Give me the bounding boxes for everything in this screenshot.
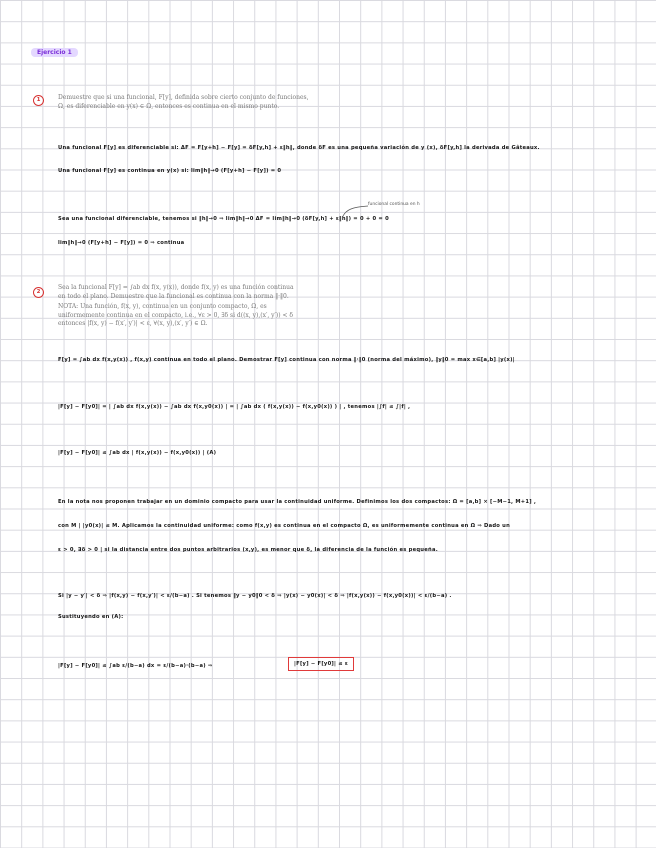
problem-2-statement: Sea la funcional F[y] = ∫ab dx f(x, y(x)), donde f(x, y) es una función continua en todo el plano. Demuestre que la funcional es continua con la norma ‖·‖0. bbox=[58, 284, 294, 300]
problem-2-line-2: |F[y] − F[y0]| = | ∫ab dx f(x,y(x)) − ∫ab dx f(x,y0(x)) | = | ∫ab dx ( f(x,y(x)) − f(x,y0(x)) ) | , tenemos |∫f| ≤ ∫|f| , bbox=[58, 404, 411, 410]
problem-2-line-8: Sustituyendo en (A): bbox=[58, 614, 124, 620]
problem-1-statement: Demuestre que si una funcional, F[y], definida sobre cierto conjunto de funciones, Ω, es diferenciable en y(x) ∈ Ω, entonces es continua en el mismo punto. bbox=[58, 94, 309, 110]
final-result-box: |F[y] − F[y0]| ≤ ε bbox=[288, 657, 354, 671]
problem-2-line-5: con M | |y0(x)| ≤ M. Aplicamos la continuidad uniforme: como f(x,y) es continua en el compacto Ω, es uniformemente continua en Ω ⇒ Dado un bbox=[58, 523, 511, 529]
problem-1-line-4: lim‖h‖→0 (F[y+h] − F[y]) = 0 ⇒ continua bbox=[58, 240, 185, 246]
problem-1-line-3: Sea una funcional diferenciable, tenemos si ‖h‖→0 ⇒ lim‖h‖→0 ΔF = lim‖h‖→0 (δF[y,h] + ε‖h‖) = 0 + 0 = 0 bbox=[58, 216, 389, 222]
problem-2-line-9: |F[y] − F[y0]| ≤ ∫ab ε/(b−a) dx = ε/(b−a)·(b−a) ⇒ bbox=[58, 663, 213, 669]
problem-2-note: NOTA: Una función, f(x, y), continua en un conjunto compacto, Ω, es uniformemente continua en el compacto, i.e., ∀ε > 0, ∃δ si d((x, y),(x′, y′)) < δ entonces |f(x, y) − f(x′, y′)| < ε, ∀(x, y),(x′, y′) ∈ Ω. bbox=[58, 303, 294, 328]
problem-1-line-2: Una funcional F[y] es continua en y(x) si: lim‖h‖→0 (F[y+h] − F[y]) = 0 bbox=[58, 168, 282, 174]
problem-2-line-1: F[y] = ∫ab dx f(x,y(x)) , f(x,y) continua en todo el plano. Demostrar F[y] continua con norma ‖·‖0 (norma del máximo), ‖y‖0 = max x∈[a,b] |y(x)| bbox=[58, 357, 515, 363]
page-title: Ejercicio 1 bbox=[31, 48, 78, 57]
problem-2-line-3: |F[y] − F[y0]| ≤ ∫ab dx | f(x,y(x)) − f(x,y0(x)) | (A) bbox=[58, 450, 217, 456]
problem-2-number-badge: 2 bbox=[33, 287, 44, 298]
problem-1-annotation: funcional continua en h bbox=[368, 202, 420, 207]
problem-2-line-4: En la nota nos proponen trabajar en un dominio compacto para usar la continuidad uniforme. Definimos los dos compactos: Ω = [a,b] × [−M−1, M+1] , bbox=[58, 499, 537, 505]
problem-2-line-7: Si |y − y′| < δ ⇒ |f(x,y) − f(x,y′)| < ε/(b−a) . Si tenemos ‖y − y0‖0 < δ ⇒ |y(x) − y0(x)| < δ ⇒ |f(x,y(x)) − f(x,y0(x))| < ε/(b−a) . bbox=[58, 593, 452, 599]
problem-1-number-badge: 1 bbox=[33, 95, 44, 106]
problem-2-line-6: ε > 0, ∃δ > 0 | si la distancia entre dos puntos arbitrarios (x,y), es menor que δ, la diferencia de la función es pequeña. bbox=[58, 547, 438, 553]
problem-1-line-1: Una funcional F[y] es diferenciable si: ΔF = F[y+h] − F[y] = δF[y,h] + ε‖h‖, donde δF es una pequeña variación de y (x), δF[y,h] la derivada de Gâteaux. bbox=[58, 145, 540, 151]
